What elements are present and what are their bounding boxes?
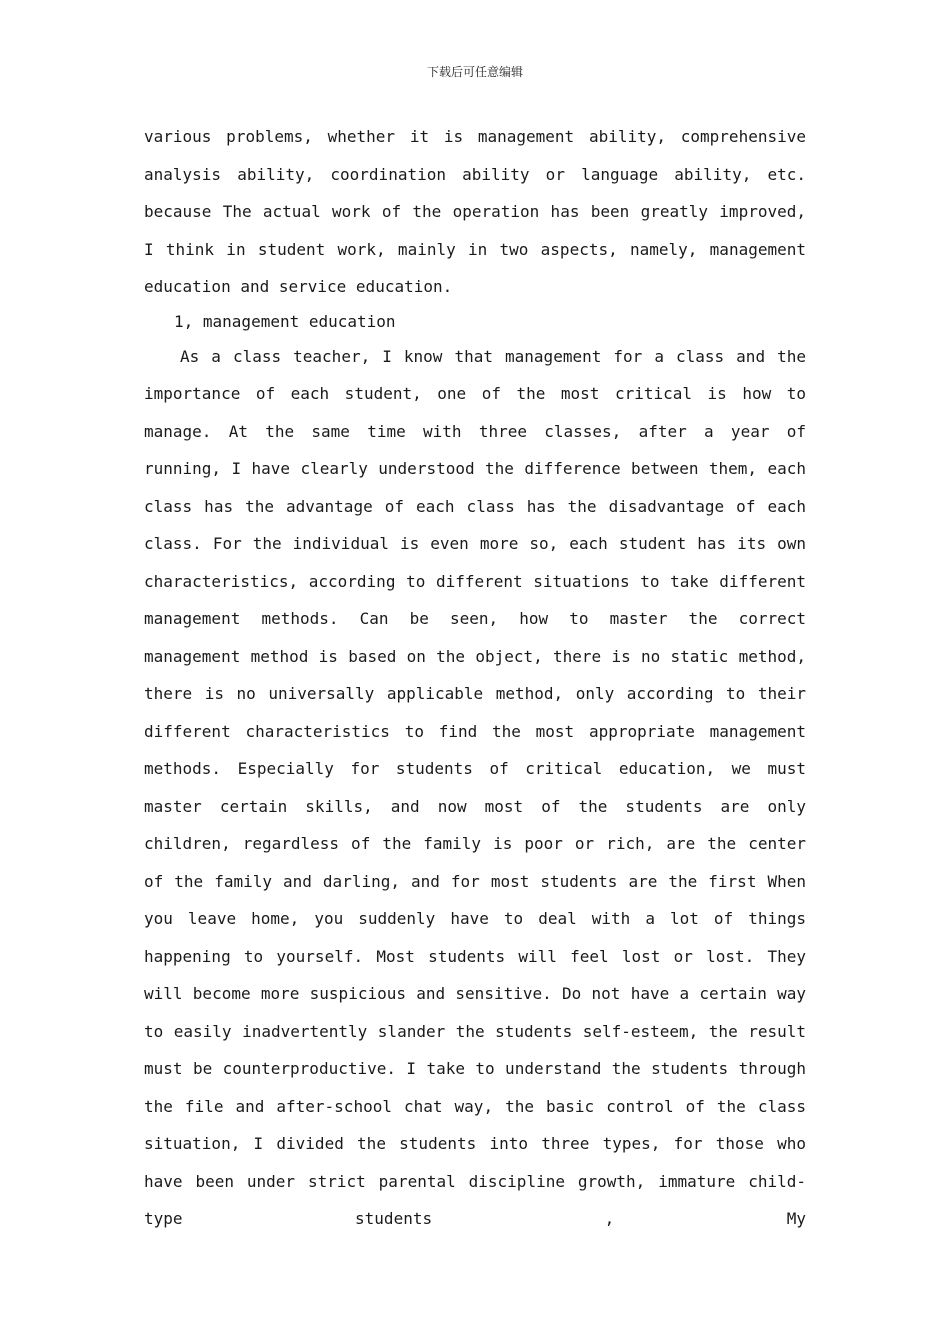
page-header: 下载后可任意编辑 (426, 65, 523, 79)
paragraph-problems-abilities: various problems, whether it is management ability, comprehensive analysis ability, coordination ability or language ability, etc. because The actual work of the operation has been greatly improved, I think in student work, mainly in two aspects, namely, management education and service education. (144, 127, 806, 296)
section-heading-management-education: 1, management education (174, 311, 396, 331)
paragraph-class-teacher-management: As a class teacher, I know that management for a class and the importance of each student, one of the most critical is how to manage. At the same time with three classes, after a year of running, I have clearly understood the difference between them, each class has the advantage of each class has the disadvantage of each class. For the individual is even more so, each student has its own characteristics, according to different situations to take different management methods. Can be seen, how to master the correct management method is based on the object, there is no static method, there is no universally applicable method, only according to their different characteristics to find the most appropriate management methods. Especially for students of critical education, we must master certain skills, and now most of the students are only children, regardless of the family is poor or rich, are the center of the family and darling, and for most students are the first When you leave home, you suddenly have to deal with a lot of things happening to yourself. Most students will feel lost or lost. They will become more suspicious and sensitive. Do not have a certain way to easily inadvertently slander the students self-esteem, the result must be counterproductive. I take to understand the students through the file and after-school chat way, the basic control of the class situation, I divided the students into three types, for those who have been under strict parental discipline growth, immature child-type students , My (144, 346, 806, 1228)
document-body (144, 118, 806, 1238)
